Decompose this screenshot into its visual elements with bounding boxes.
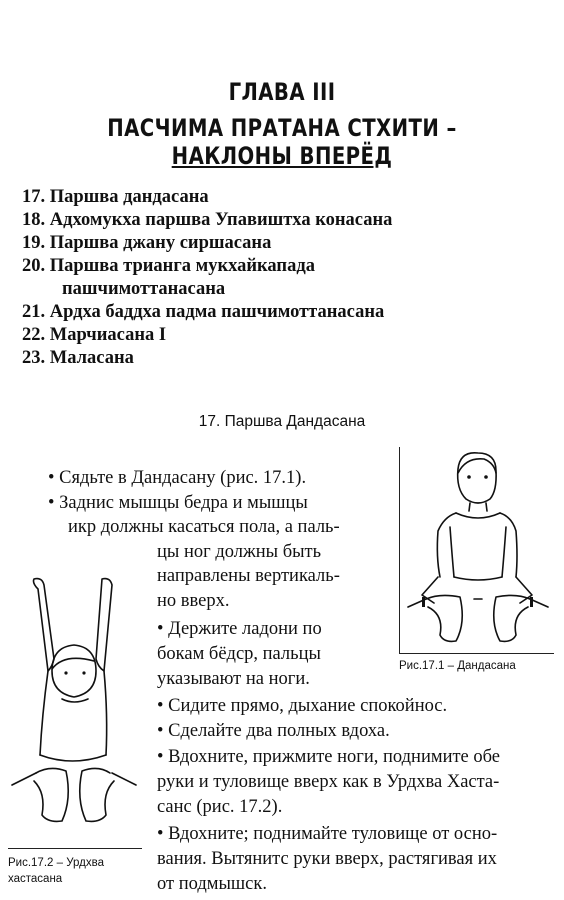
chapter-title-part2: НАКЛОНЫ ВПЕРЁД	[171, 142, 393, 170]
body-line: направлены вертикаль-	[157, 566, 340, 586]
body-line: • Заднис мышцы бедра и мышцы	[48, 493, 308, 513]
chapter-number: ГЛАВА III	[228, 78, 336, 106]
body-line: • Держите ладони по	[157, 619, 322, 639]
figure-17-2-caption-line1: Рис.17.2 – Урдхва	[8, 857, 104, 869]
pose-list-item-continuation: пашчимоттанасана	[62, 279, 226, 299]
body-line: но вверх.	[157, 591, 230, 611]
figure-17-2-caption-line2: хастасана	[8, 873, 63, 885]
chapter-title-part1: ПАСЧИМА ПРАТАНА СТХИТИ –	[107, 114, 457, 142]
body-line: • Сидите прямо, дыхание спокойнос.	[157, 696, 448, 716]
figure-17-1-frame	[399, 447, 554, 654]
pose-list-item: 18. Адхомукха паршва Упавиштха конасана	[22, 210, 393, 230]
body-line: • Сядьте в Дандасану (рис. 17.1).	[48, 468, 307, 488]
pose-list-item: 20. Паршва трианга мукхайкапада	[22, 256, 315, 276]
body-line: бокам бёдср, пальцы	[157, 644, 321, 664]
body-line: • Вдохните; поднимайте туловище от осно-	[157, 824, 498, 844]
figure-17-2-frame	[8, 575, 142, 849]
body-line: санс (рис. 17.2).	[157, 797, 283, 817]
body-line: руки и туловище вверх как в Урдхва Хаста-	[157, 772, 500, 792]
body-line: • Вдохните, прижмите ноги, поднимите обе	[157, 747, 501, 767]
raised-arms-pose-illustration	[8, 575, 142, 848]
pose-list-item: 21. Ардха баддха падма пашчимоттанасана	[22, 302, 385, 322]
body-line: указывают на ноги.	[157, 669, 310, 689]
pose-list-item: 23. Маласана	[22, 348, 134, 368]
body-line: вания. Вытянитс руки вверх, растягивая их	[157, 849, 497, 869]
seated-pose-illustration	[400, 447, 554, 653]
body-line: от подмышск.	[157, 874, 267, 894]
pose-list-item: 17. Паршва дандасана	[22, 187, 209, 207]
pose-list-item: 19. Паршва джану сиршасана	[22, 233, 272, 253]
pose-list	[22, 186, 392, 370]
chapter-title	[51, 114, 513, 170]
figure-17-1-caption: Рис.17.1 – Дандасана	[399, 660, 516, 672]
body-line: цы ног должны быть	[157, 542, 322, 562]
body-line: • Сделайте два полных вдоха.	[157, 721, 390, 741]
section-title: 17. Паршва Дандасана	[198, 413, 366, 430]
pose-list-item: 22. Марчиасана I	[22, 325, 167, 345]
body-line: икр должны касаться пола, а паль-	[68, 517, 340, 537]
